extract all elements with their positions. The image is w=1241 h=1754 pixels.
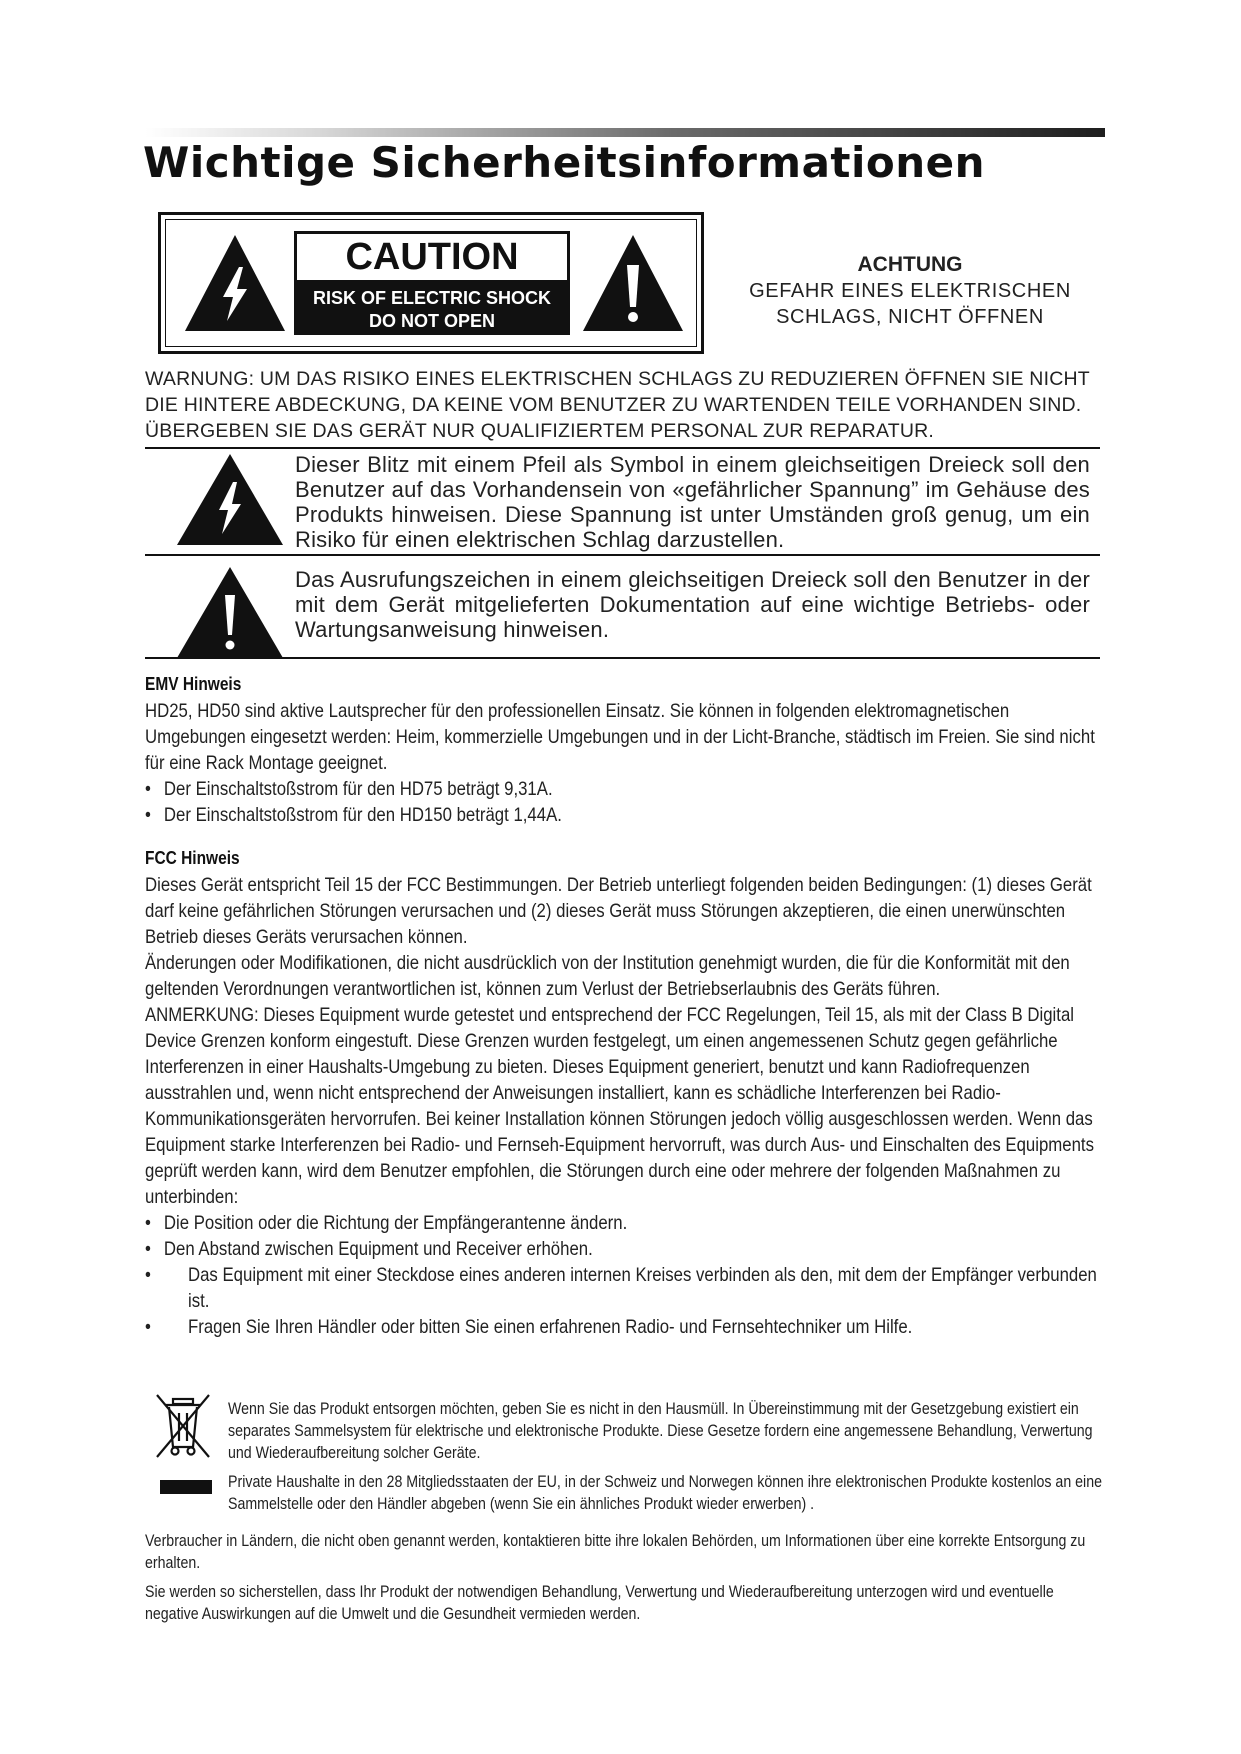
fcc-bullet-2	[145, 1236, 1105, 1262]
fcc-bullet-1	[145, 1210, 1105, 1236]
disposal-paragraph-1: Wenn Sie das Produkt entsorgen möchten, geben Sie es nicht in den Hausmüll. In Übereinstimmung mit der Gesetzgebung existiert ein separates Sammelsystem für elektrische und elektronische Produkte. Diese Gesetze fordern eine angemessene Behandlung, Verwertung und Wiederaufbereitung solcher Geräte.	[228, 1400, 1093, 1462]
bullet-dot: •	[145, 1316, 151, 1338]
exclamation-symbol-row	[145, 565, 1100, 660]
warning-line-2: DIE HINTERE ABDECKUNG, DA KEINE VOM BENUTZER ZU WARTENDEN TEILE VORHANDEN SIND.	[145, 394, 1082, 416]
header-bar	[145, 128, 1105, 137]
caution-panel	[294, 231, 570, 335]
bullet-dot: •	[145, 804, 151, 826]
exclamation-warning-icon	[581, 233, 685, 333]
achtung-title: ACHTUNG	[857, 253, 963, 276]
warning-line-1: WARNUNG: UM DAS RISIKO EINES ELEKTRISCHEN SCHLAGS ZU REDUZIEREN ÖFFNEN SIE NICHT	[145, 368, 1090, 390]
achtung-line-1: GEFAHR EINES ELEKTRISCHEN	[749, 280, 1071, 302]
fcc-bullet-text: Fragen Sie Ihren Händler oder bitten Sie einen erfahrenen Radio- und Fernsehtechniker um Hilfe.	[188, 1316, 913, 1338]
disposal-paragraph-2: Private Haushalte in den 28 Mitgliedsstaaten der EU, in der Schweiz und Norwegen können ihre elektronischen Produkte kostenlos an eine Sammelstelle oder den Händler abgeben (wenn Sie ein ähnliches Produkt wieder erwerben) .	[228, 1473, 1102, 1513]
divider	[145, 554, 1100, 556]
emv-bullet-2	[145, 802, 1105, 828]
bullet-dot: •	[145, 1264, 151, 1286]
caution-word: CAUTION	[294, 231, 570, 283]
fcc-heading: FCC Hinweis	[145, 848, 240, 868]
fcc-bullet-3	[145, 1262, 1105, 1314]
fcc-paragraph-3: ANMERKUNG: Dieses Equipment wurde getestet und entsprechend der FCC Regelungen, Teil 15, als mit der Class B Digital Device Grenzen konform eingestuft. Diese Grenzen wurden festgelegt, um einen angemessenen Schutz gegen gefährliche Interferenzen in einer Haushalts-Umgebung zu bieten. Dieses Equipment generiert, benutzt und kann Radiofrequenzen ausstrahlen und, wenn nicht entsprechend der Anweisungen installiert, kann es schädliche Interferenzen bei Radio-Kommunikationsgeräten hervorrufen. Bei keiner Installation können Störungen jedoch völlig ausgeschlossen werden. Wenn das Equipment starke Interferenzen bei Radio- und Fernseh-Equipment hervorruft, was durch Aus- und Einschalten des Equipments geprüft werden kann, wird dem Benutzer empfohlen, die Störungen durch eine oder mehrere der folgenden Maßnahmen zu unterbinden:	[145, 1004, 1094, 1208]
caution-subtext	[294, 283, 570, 335]
lightning-triangle-icon	[175, 452, 285, 547]
disposal-paragraph-4: Sie werden so sicherstellen, dass Ihr Produkt der notwendigen Behandlung, Verwertung und Wiederaufbereitung unterzogen wird und eventuelle negative Auswirkungen auf die Umwelt und die Gesundheit vermieden werden.	[145, 1583, 1054, 1623]
divider	[145, 657, 1100, 659]
lightning-symbol-row	[145, 452, 1100, 552]
bullet-dot: •	[145, 1238, 151, 1260]
page-title: Wichtige Sicherheitsinformationen	[143, 138, 986, 187]
crossed-out-bin-icon	[153, 1391, 213, 1463]
fcc-bullet-text: Das Equipment mit einer Steckdose eines anderen internen Kreises verbinden als den, mit dem der Empfänger verbunden ist.	[188, 1264, 1097, 1312]
fcc-section	[145, 846, 1105, 1340]
fcc-bullet-4	[145, 1314, 1105, 1340]
disposal-text	[228, 1398, 1105, 1522]
warning-line-3: ÜBERGEBEN SIE DAS GERÄT NUR QUALIFIZIERTEM PERSONAL ZUR REPARATUR.	[145, 420, 935, 442]
achtung-notice	[740, 252, 1080, 330]
weee-bar-icon	[160, 1480, 212, 1494]
exclamation-triangle-icon	[175, 565, 285, 660]
divider	[145, 447, 1100, 449]
emv-section	[145, 672, 1105, 828]
emv-body	[145, 698, 1105, 828]
bullet-dot: •	[145, 1212, 151, 1234]
caution-line-1: RISK OF ELECTRIC SHOCK	[312, 288, 551, 308]
bullet-dot: •	[145, 778, 151, 800]
lightning-description: Dieser Blitz mit einem Pfeil als Symbol in einem gleichseitigen Dreieck soll den Benutzer auf das Vorhandensein von «gefährlicher Spannung” im Gehäuse des Produkts hinweisen. Diese Spannung ist unter Umständen groß genug, um ein Risiko für einen elektrischen Schlag darzustellen.	[295, 452, 1090, 552]
fcc-paragraph-2: Änderungen oder Modifikationen, die nicht ausdrücklich von der Institution genehmigt wurden, die für die Konformität mit den geltenden Verordnungen verantwortlichen ist, können zum Verlust der Betriebserlaubnis des Geräts führen.	[145, 952, 1070, 1000]
emv-bullet-text: Der Einschaltstoßstrom für den HD75 beträgt 9,31A.	[163, 778, 553, 800]
fcc-bullet-text: Den Abstand zwischen Equipment und Receiver erhöhen.	[163, 1238, 593, 1260]
emv-paragraph: HD25, HD50 sind aktive Lautsprecher für den professionellen Einsatz. Sie können in folgenden elektromagnetischen Umgebungen eingesetzt werden: Heim, kommerzielle Umgebungen und in der Licht-Branche, städtisch im Freien. Sie sind nicht für eine Rack Montage geeignet.	[145, 700, 1095, 774]
fcc-bullet-text: Die Position oder die Richtung der Empfängerantenne ändern.	[163, 1212, 628, 1234]
emv-bullet-1	[145, 776, 1105, 802]
fcc-paragraph-1: Dieses Gerät entspricht Teil 15 der FCC Bestimmungen. Der Betrieb unterliegt folgenden beiden Bedingungen: (1) dieses Gerät darf keine gefährlichen Störungen verursachen und (2) dieses Gerät muss Störungen akzeptieren, die einen unerwünschten Betrieb dieses Geräts verursachen können.	[145, 874, 1092, 948]
exclamation-description: Das Ausrufungszeichen in einem gleichseitigen Dreieck soll den Benutzer in der mit dem Gerät mitgelieferten Dokumentation auf eine wichtige Betriebs- oder Wartungsanweisung hinweisen.	[295, 567, 1090, 642]
warning-text	[145, 366, 1105, 444]
disposal-paragraph-3: Verbraucher in Ländern, die nicht oben genannt werden, kontaktieren bitte ihre lokalen Behörden, um Informationen über eine korrekte Entsorgung zu erhalten.	[145, 1532, 1086, 1572]
electric-shock-warning-icon	[183, 233, 287, 333]
fcc-body	[145, 872, 1105, 1340]
caution-label	[158, 212, 704, 354]
achtung-line-2: SCHLAGS, NICHT ÖFFNEN	[776, 306, 1044, 328]
disposal-footer	[145, 1530, 1108, 1632]
emv-heading: EMV Hinweis	[145, 674, 242, 694]
caution-line-2: DO NOT OPEN	[368, 311, 495, 331]
emv-bullet-text: Der Einschaltstoßstrom für den HD150 beträgt 1,44A.	[163, 804, 562, 826]
